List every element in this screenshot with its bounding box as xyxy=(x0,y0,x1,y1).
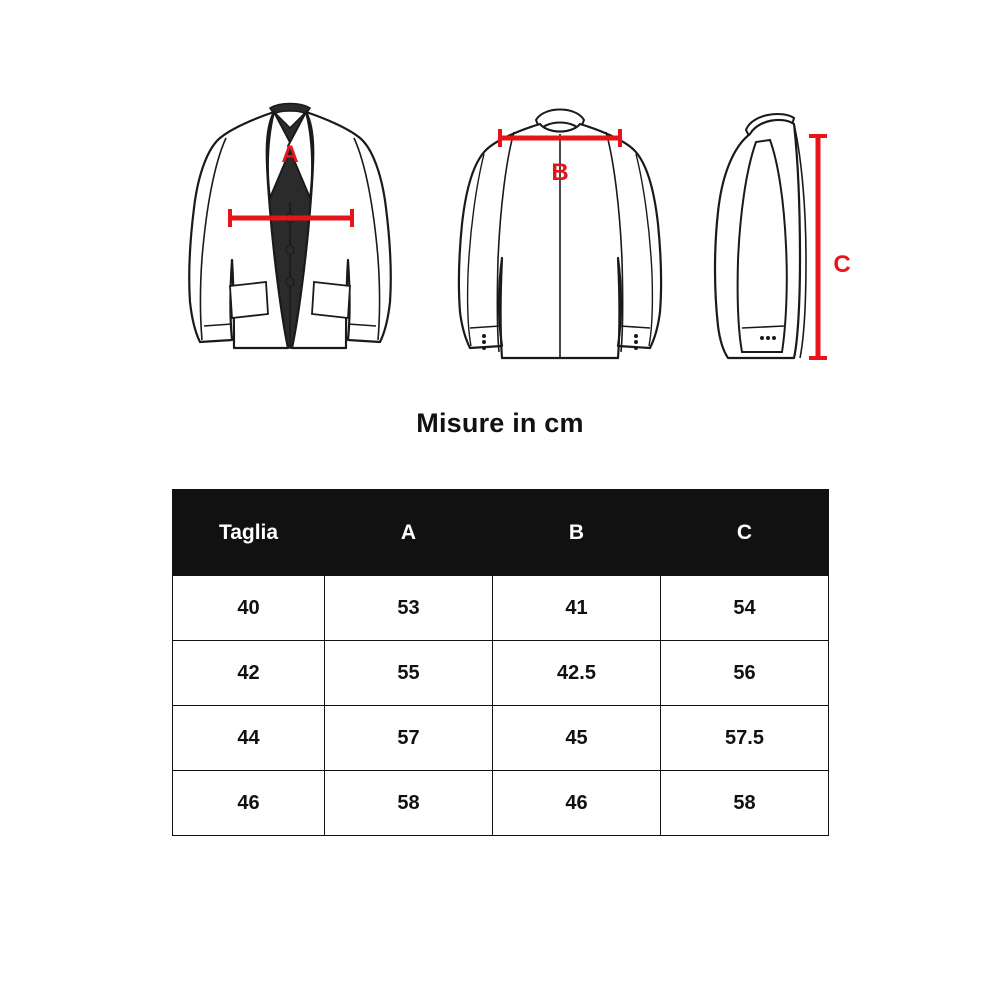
side-cuff-button-2 xyxy=(766,336,770,340)
cell-a: 58 xyxy=(325,771,493,836)
table-row xyxy=(173,641,829,706)
measure-line-c xyxy=(809,136,827,358)
front-collar-band xyxy=(270,104,310,115)
measure-label-b: B xyxy=(551,159,569,186)
size-table-container xyxy=(172,489,828,836)
cell-b: 41 xyxy=(493,576,661,641)
jacket-back-view xyxy=(440,90,680,380)
caption-measures-unit: Misure in cm xyxy=(416,408,584,438)
cell-b: 42.5 xyxy=(493,641,661,706)
front-right-pocket xyxy=(312,282,350,318)
back-right-cuff-button-2 xyxy=(634,340,638,344)
measure-label-a: A xyxy=(281,141,299,168)
cell-a: 55 xyxy=(325,641,493,706)
back-left-cuff-button-2 xyxy=(482,340,486,344)
cell-b: 45 xyxy=(493,706,661,771)
measure-label-c: C xyxy=(833,251,851,278)
front-left-pocket xyxy=(230,282,268,318)
cell-a: 53 xyxy=(325,576,493,641)
cell-size: 44 xyxy=(173,706,325,771)
table-row xyxy=(173,576,829,641)
back-left-cuff-button-1 xyxy=(482,334,486,338)
cell-c: 54 xyxy=(661,576,829,641)
jacket-side-view xyxy=(690,90,890,380)
garment-illustrations xyxy=(0,90,1000,380)
cell-c: 57.5 xyxy=(661,706,829,771)
back-left-cuff-button-3 xyxy=(482,346,486,350)
table-header-b: B xyxy=(493,490,661,576)
table-header-row xyxy=(173,490,829,576)
jacket-front-view xyxy=(170,90,410,380)
size-table xyxy=(172,489,829,836)
table-header-a: A xyxy=(325,490,493,576)
front-button-2 xyxy=(286,246,294,254)
cell-b: 46 xyxy=(493,771,661,836)
front-button-3 xyxy=(286,278,294,286)
cell-c: 56 xyxy=(661,641,829,706)
table-header-c: C xyxy=(661,490,829,576)
table-row xyxy=(173,771,829,836)
table-header-taglia: Taglia xyxy=(173,490,325,576)
cell-a: 57 xyxy=(325,706,493,771)
table-row xyxy=(173,706,829,771)
side-cuff-button-3 xyxy=(772,336,776,340)
back-right-cuff-button-3 xyxy=(634,346,638,350)
cell-size: 46 xyxy=(173,771,325,836)
side-cuff-button-1 xyxy=(760,336,764,340)
cell-c: 58 xyxy=(661,771,829,836)
cell-size: 40 xyxy=(173,576,325,641)
cell-size: 42 xyxy=(173,641,325,706)
back-right-cuff-button-1 xyxy=(634,334,638,338)
